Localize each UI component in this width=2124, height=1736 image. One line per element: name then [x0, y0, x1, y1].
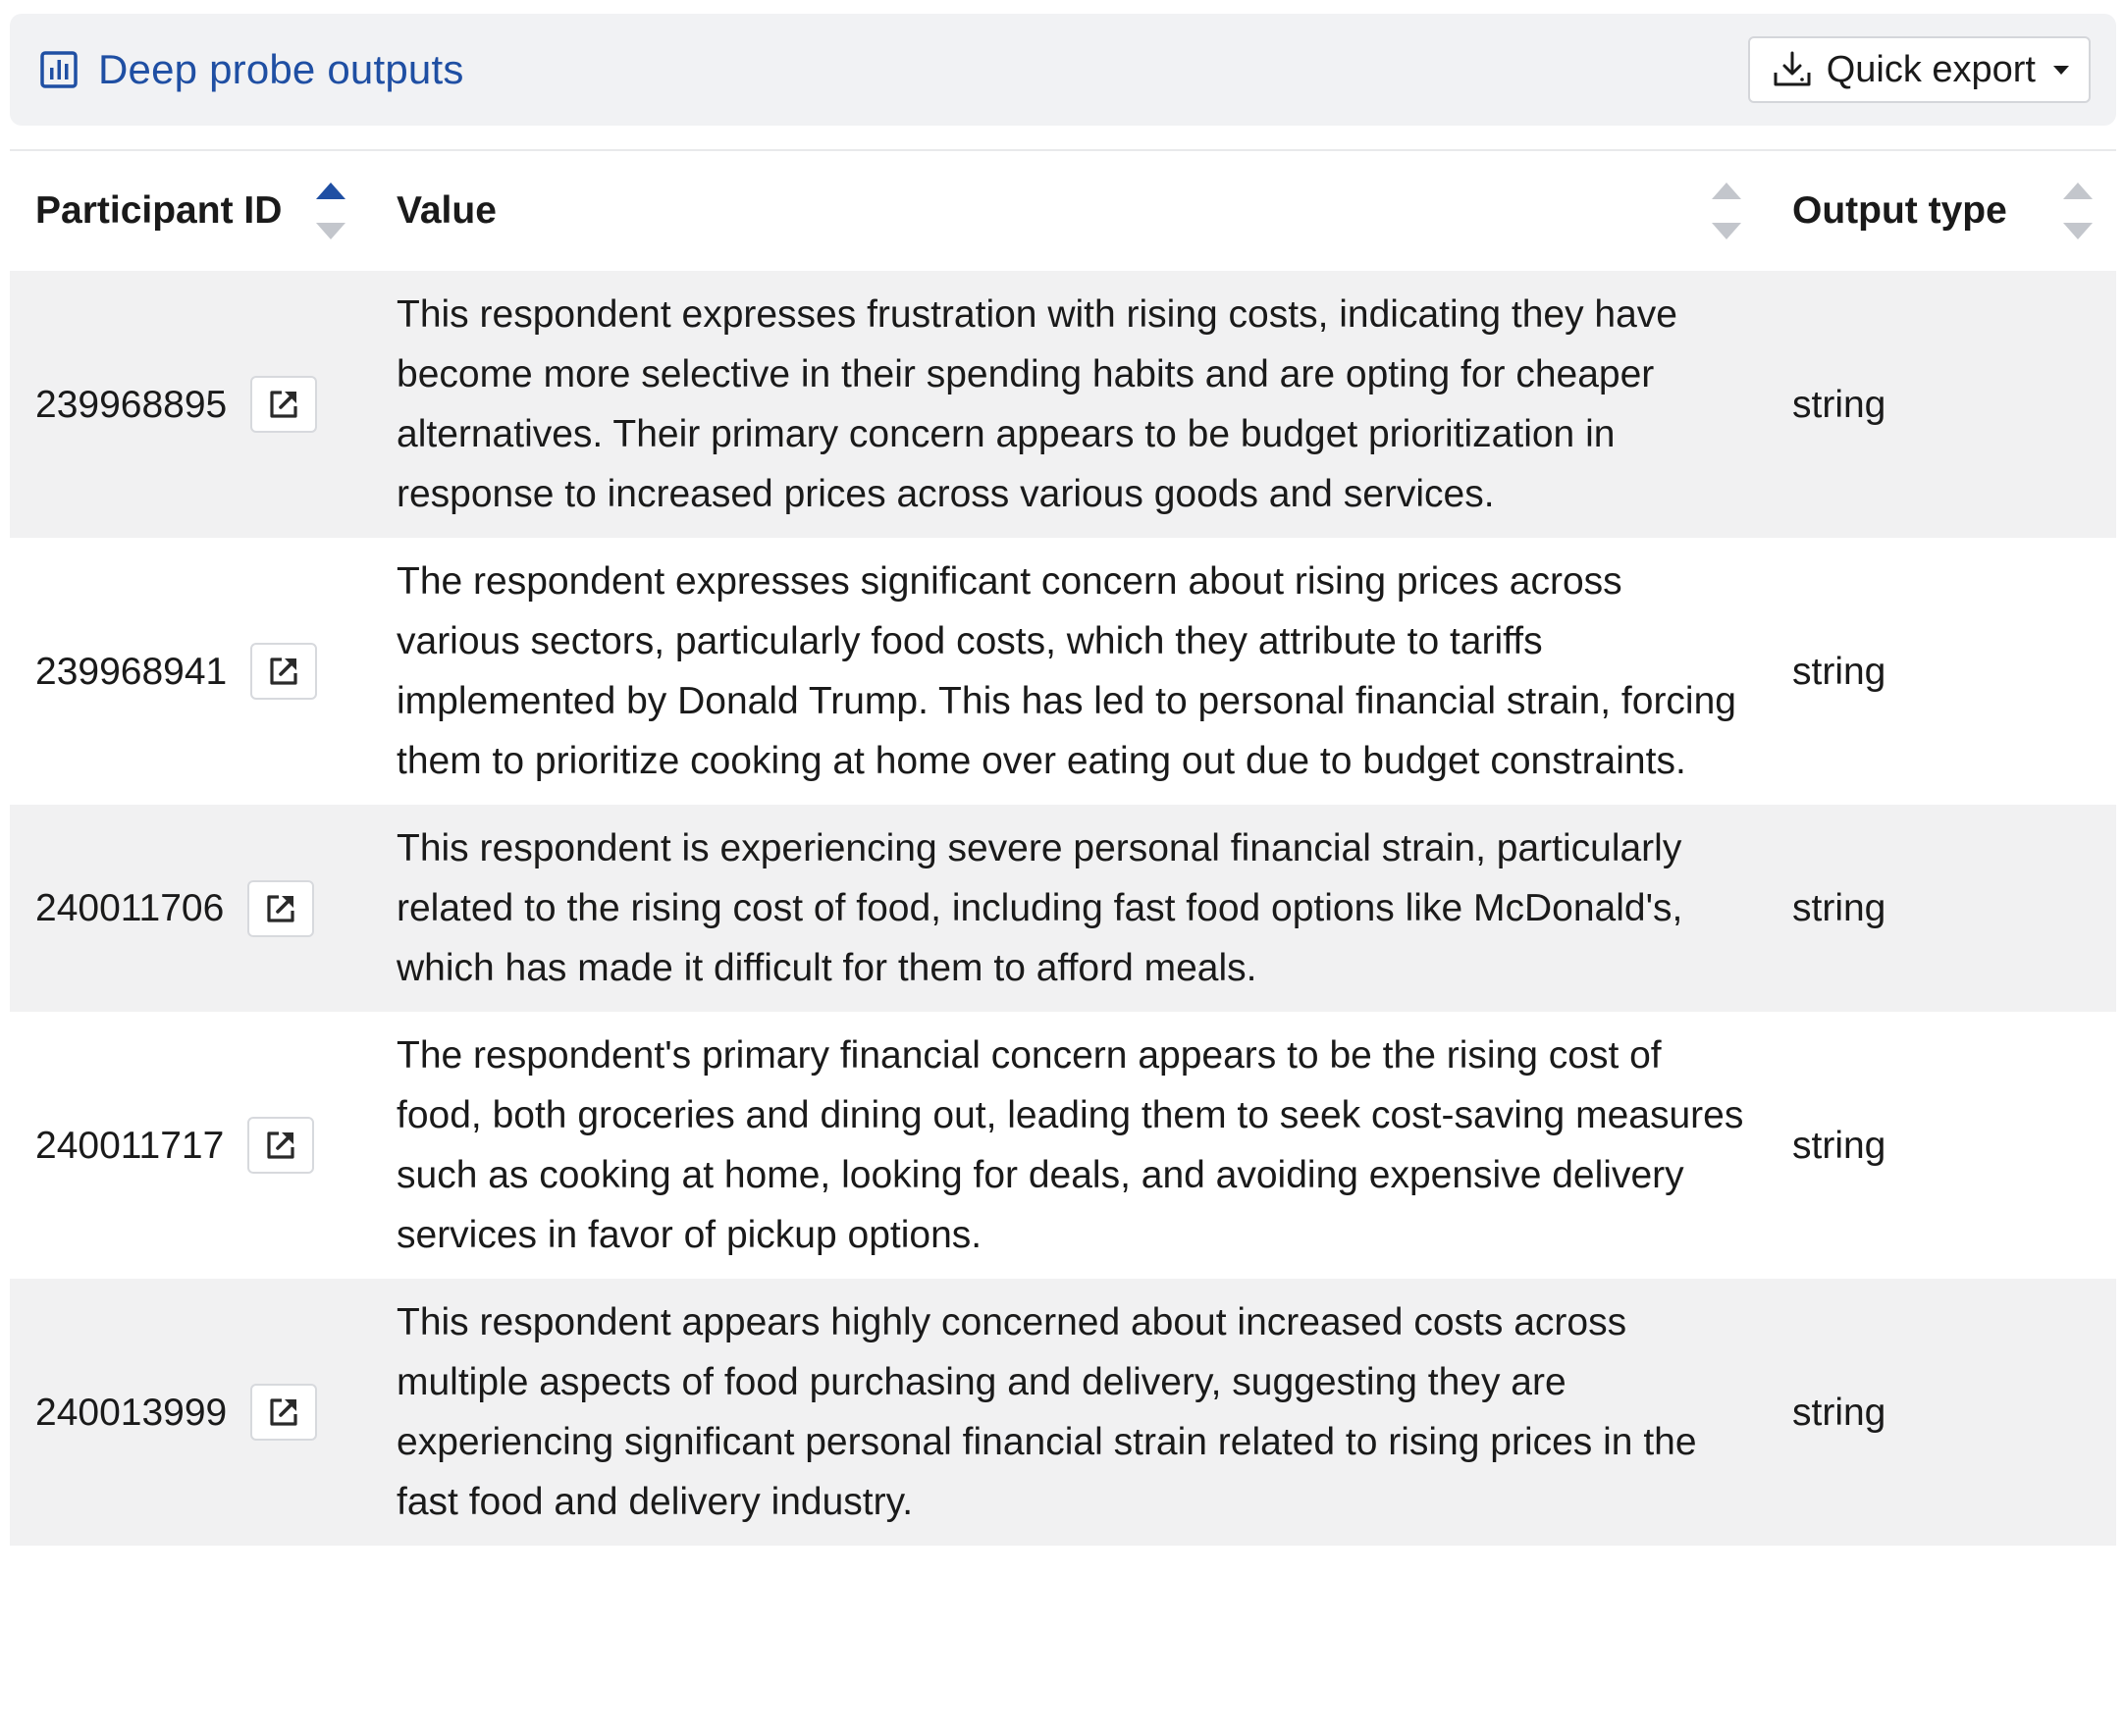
value-cell: This respondent appears highly concerned about increased costs across multiple aspects of food purchasing and delivery, suggesting they are experiencing significant personal financial strain related to rising prices in the fast food and delivery industry.: [397, 1301, 1697, 1523]
outputs-table: [10, 149, 2116, 1546]
table-row: [10, 1012, 2116, 1279]
table-header-row: [10, 151, 2116, 271]
quick-export-button[interactable]: [1748, 36, 2091, 103]
participant-id-cell: [10, 878, 369, 938]
open-participant-button[interactable]: [247, 1117, 314, 1174]
participant-id: 240011706: [35, 887, 225, 929]
participant-id-cell: [10, 1116, 369, 1176]
panel-title-group: [39, 46, 464, 93]
chevron-down-icon: [2053, 66, 2069, 75]
table-row: [10, 805, 2116, 1012]
external-link-icon: [266, 654, 301, 689]
output-type-cell: string: [1792, 1391, 1886, 1434]
open-participant-button[interactable]: [250, 643, 317, 700]
column-label: Output type: [1792, 189, 2007, 232]
sort-ascending-icon[interactable]: [316, 183, 345, 239]
column-header-value[interactable]: [369, 151, 1765, 271]
output-type-cell: string: [1792, 1124, 1886, 1167]
download-tray-icon: [1772, 49, 1813, 90]
panel-title: Deep probe outputs: [98, 46, 464, 92]
value-cell: This respondent is experiencing severe personal financial strain, particularly related to the rising cost of food, including fast food options like McDonald's, which has made it difficult for them to afford meals.: [397, 827, 1683, 989]
bar-chart-icon: [39, 50, 79, 89]
table-body: [10, 271, 2116, 1546]
participant-id-cell: [10, 375, 369, 435]
table-row: [10, 271, 2116, 538]
participant-id: 239968941: [35, 650, 228, 693]
table-row: [10, 1279, 2116, 1546]
external-link-icon: [263, 1128, 298, 1163]
external-link-icon: [263, 891, 298, 926]
external-link-icon: [266, 387, 301, 422]
value-cell: The respondent expresses significant concern about rising prices across various sectors, particularly food costs, which they attribute to tariffs implemented by Donald Trump. This has led to personal financial strain, forcing them to prioritize cooking at home over eating out due to budget constraints.: [397, 560, 1736, 782]
column-label: Participant ID: [35, 189, 283, 232]
participant-id: 239968895: [35, 383, 228, 426]
output-type-cell: string: [1792, 383, 1886, 426]
participant-id-cell: [10, 1383, 369, 1443]
open-participant-button[interactable]: [250, 1384, 317, 1441]
output-type-cell: string: [1792, 887, 1886, 929]
value-cell: This respondent expresses frustration with rising costs, indicating they have become more selective in their spending habits and are opting for cheaper alternatives. Their primary concern appears to be budget prioritization in response to increased prices across various goods and services.: [397, 293, 1677, 515]
sort-icon[interactable]: [1712, 183, 1741, 239]
participant-id: 240013999: [35, 1391, 228, 1434]
sort-icon[interactable]: [2063, 183, 2093, 239]
participant-id: 240011717: [35, 1124, 225, 1167]
participant-id-cell: [10, 642, 369, 702]
value-cell: The respondent's primary financial concern appears to be the rising cost of food, both groceries and dining out, leading them to seek cost-saving measures such as cooking at home, looking for deals, and avoiding expensive delivery services in favor of pickup options.: [397, 1034, 1744, 1256]
table-row: [10, 538, 2116, 805]
quick-export-label: Quick export: [1826, 48, 2036, 90]
deep-probe-panel: [10, 14, 2116, 1546]
open-participant-button[interactable]: [250, 376, 317, 433]
output-type-cell: string: [1792, 650, 1886, 693]
open-participant-button[interactable]: [247, 880, 314, 937]
panel-header: [10, 14, 2116, 126]
external-link-icon: [266, 1394, 301, 1430]
column-header-participant-id[interactable]: [10, 151, 369, 271]
column-label: Value: [397, 189, 497, 232]
column-header-output-type[interactable]: [1765, 151, 2116, 271]
